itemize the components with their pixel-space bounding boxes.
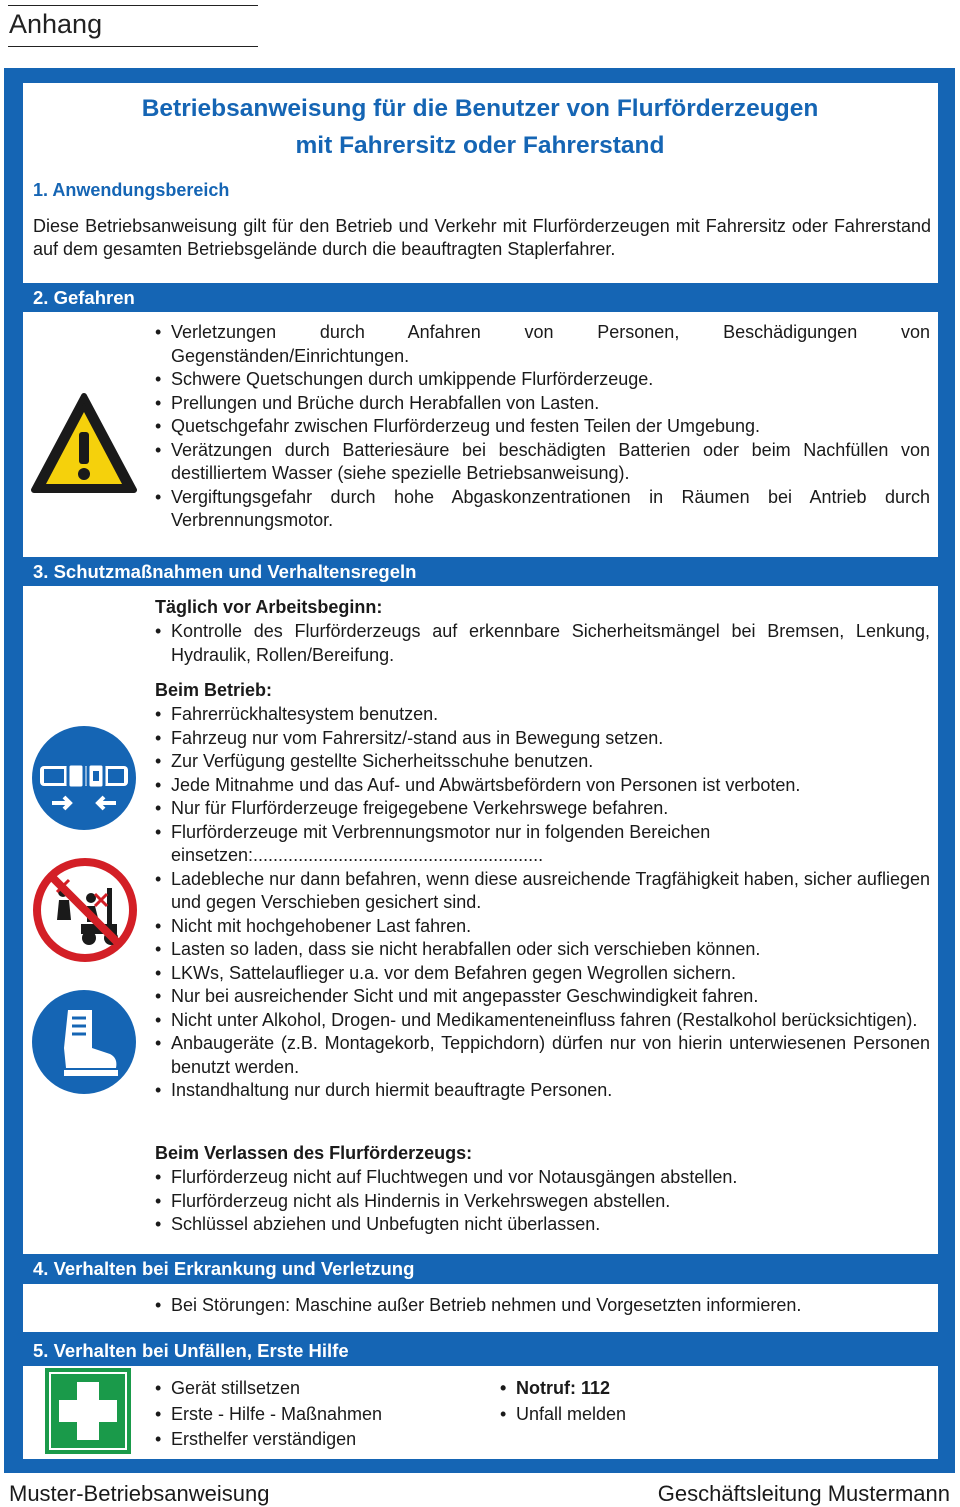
illness-list: [155, 1294, 935, 1318]
first-aid-item: • Ersthelfer verständigen: [155, 1427, 485, 1453]
hazard-item: • Verätzungen durch Batteriesäure bei beschädigten Batterien oder beim Nachfüllen von destilliertem Wasser (siehe spezielle Betriebsanweisung).: [155, 439, 930, 486]
safety-boots-icon: [30, 988, 138, 1096]
document-title: [100, 90, 860, 164]
leaving-label: Beim Verlassen des Flurförderzeugs:: [155, 1143, 473, 1163]
section-4-heading: 4. Verhalten bei Erkrankung und Verletzung: [33, 1258, 415, 1279]
leaving-item: • Flurförderzeug nicht als Hindernis in Verkehrswegen abstellen.: [155, 1190, 930, 1214]
emergency-list: [500, 1376, 800, 1427]
operation-item: • LKWs, Sattelauflieger u.a. vor dem Befahren gegen Wegrollen sichern.: [155, 962, 930, 986]
header-rule-top: [8, 5, 258, 6]
operation-item: • Nicht mit hochgehobener Last fahren.: [155, 915, 930, 939]
header-rule-bottom: [8, 46, 258, 47]
first-aid-item: • Gerät stillsetzen: [155, 1376, 485, 1402]
daily-label: Täglich vor Arbeitsbeginn:: [155, 597, 383, 617]
operation-item: • Ladebleche nur dann befahren, wenn diese ausreichende Tragfähigkeit haben, sicher aufliegen und gegen Verschieben gesichert sind.: [155, 868, 930, 915]
warning-triangle-icon: [30, 392, 138, 500]
operation-item: • Jede Mitnahme und das Auf- und Abwärtsbefördern von Personen ist verboten.: [155, 774, 930, 798]
operation-item: • Fahrerrückhaltesystem benutzen.: [155, 703, 930, 727]
emergency-number: [500, 1376, 800, 1402]
illness-item: • Bei Störungen: Maschine außer Betrieb nehmen und Vorgesetzten informieren.: [155, 1294, 935, 1318]
hazard-item: • Schwere Quetschungen durch umkippende Flurförderzeuge.: [155, 368, 930, 392]
first-aid-item: • Erste - Hilfe - Maßnahmen: [155, 1402, 485, 1428]
operation-list: [155, 703, 930, 1103]
footer-right: Geschäftsleitung Mustermann: [657, 1481, 950, 1506]
hazard-item: • Vergiftungsgefahr durch hohe Abgaskonzentrationen in Räumen bei Antrieb durch Verbrennungsmotor.: [155, 486, 930, 533]
operation-item: • Flurförderzeuge mit Verbrennungsmotor nur in folgenden Bereichen einsetzen:..........................................................: [155, 821, 851, 868]
operation-item: • Lasten so laden, dass sie nicht herabfallen oder sich verschieben können.: [155, 938, 930, 962]
section-1-text: Diese Betriebsanweisung gilt für den Betrieb und Verkehr mit Flurförderzeugen mit Fahrersitz oder Fahrerstand auf dem gesamten Betriebsgelände durch die beauftragten Staplerfahrer.: [33, 216, 931, 259]
section-2-heading: 2. Gefahren: [33, 287, 135, 308]
no-passengers-icon: [33, 858, 137, 962]
hazard-item: • Quetschgefahr zwischen Flurförderzeug und festen Teilen der Umgebung.: [155, 415, 930, 439]
footer-left: Muster-Betriebsanweisung: [9, 1481, 270, 1506]
section-3-heading: 3. Schutzmaßnahmen und Verhaltensregeln: [33, 561, 417, 582]
section-1-heading: 1. Anwendungsbereich: [33, 180, 230, 200]
operation-item: • Nur für Flurförderzeuge freigegebene Verkehrswege befahren.: [155, 797, 930, 821]
operation-item: • Nur bei ausreichender Sicht und mit angepasster Geschwindigkeit fahren.: [155, 985, 930, 1009]
leaving-list: [155, 1166, 930, 1237]
hazard-list: [155, 321, 930, 533]
operation-label: Beim Betrieb:: [155, 680, 273, 700]
daily-list: [155, 620, 930, 667]
operation-item: • Zur Verfügung gestellte Sicherheitsschuhe benutzen.: [155, 750, 930, 774]
header-label: Anhang: [9, 9, 103, 39]
first-aid-icon: [45, 1368, 131, 1454]
hazard-item: • Verletzungen durch Anfahren von Personen, Beschädigungen von Gegenständen/Einrichtungen.: [155, 321, 930, 368]
first-aid-list: [155, 1376, 485, 1453]
leaving-item: • Schlüssel abziehen und Unbefugten nicht überlassen.: [155, 1213, 930, 1237]
title-line-2: mit Fahrersitz oder Fahrerstand: [295, 132, 665, 159]
hazard-item: • Prellungen und Brüche durch Herabfallen von Lasten.: [155, 392, 930, 416]
emergency-number-value: 112: [581, 1378, 611, 1398]
seatbelt-mandatory-icon: [30, 724, 138, 832]
operation-item: • Anbaugeräte (z.B. Montagekorb, Teppichdorn) dürfen nur von hierin unterwiesenen Personen benutzt werden.: [155, 1032, 930, 1079]
operation-item: • Nicht unter Alkohol, Drogen- und Medikamenteneinfluss fahren (Restalkohol berücksichtigen).: [155, 1009, 930, 1033]
operation-item: • Fahrzeug nur vom Fahrersitz/-stand aus in Bewegung setzen.: [155, 727, 930, 751]
emergency-number-label: Notruf:: [516, 1378, 576, 1398]
emergency-item: • Unfall melden: [500, 1402, 800, 1428]
daily-item: • Kontrolle des Flurförderzeugs auf erkennbare Sicherheitsmängel bei Bremsen, Lenkung, Hydraulik, Rollen/Bereifung.: [155, 620, 930, 667]
title-line-1: Betriebsanweisung für die Benutzer von Flurförderzeugen: [141, 95, 819, 122]
operation-item: • Instandhaltung nur durch hiermit beauftragte Personen.: [155, 1079, 930, 1103]
leaving-item: • Flurförderzeug nicht auf Fluchtwegen und vor Notausgängen abstellen.: [155, 1166, 930, 1190]
section-5-heading: 5. Verhalten bei Unfällen, Erste Hilfe: [33, 1340, 349, 1361]
